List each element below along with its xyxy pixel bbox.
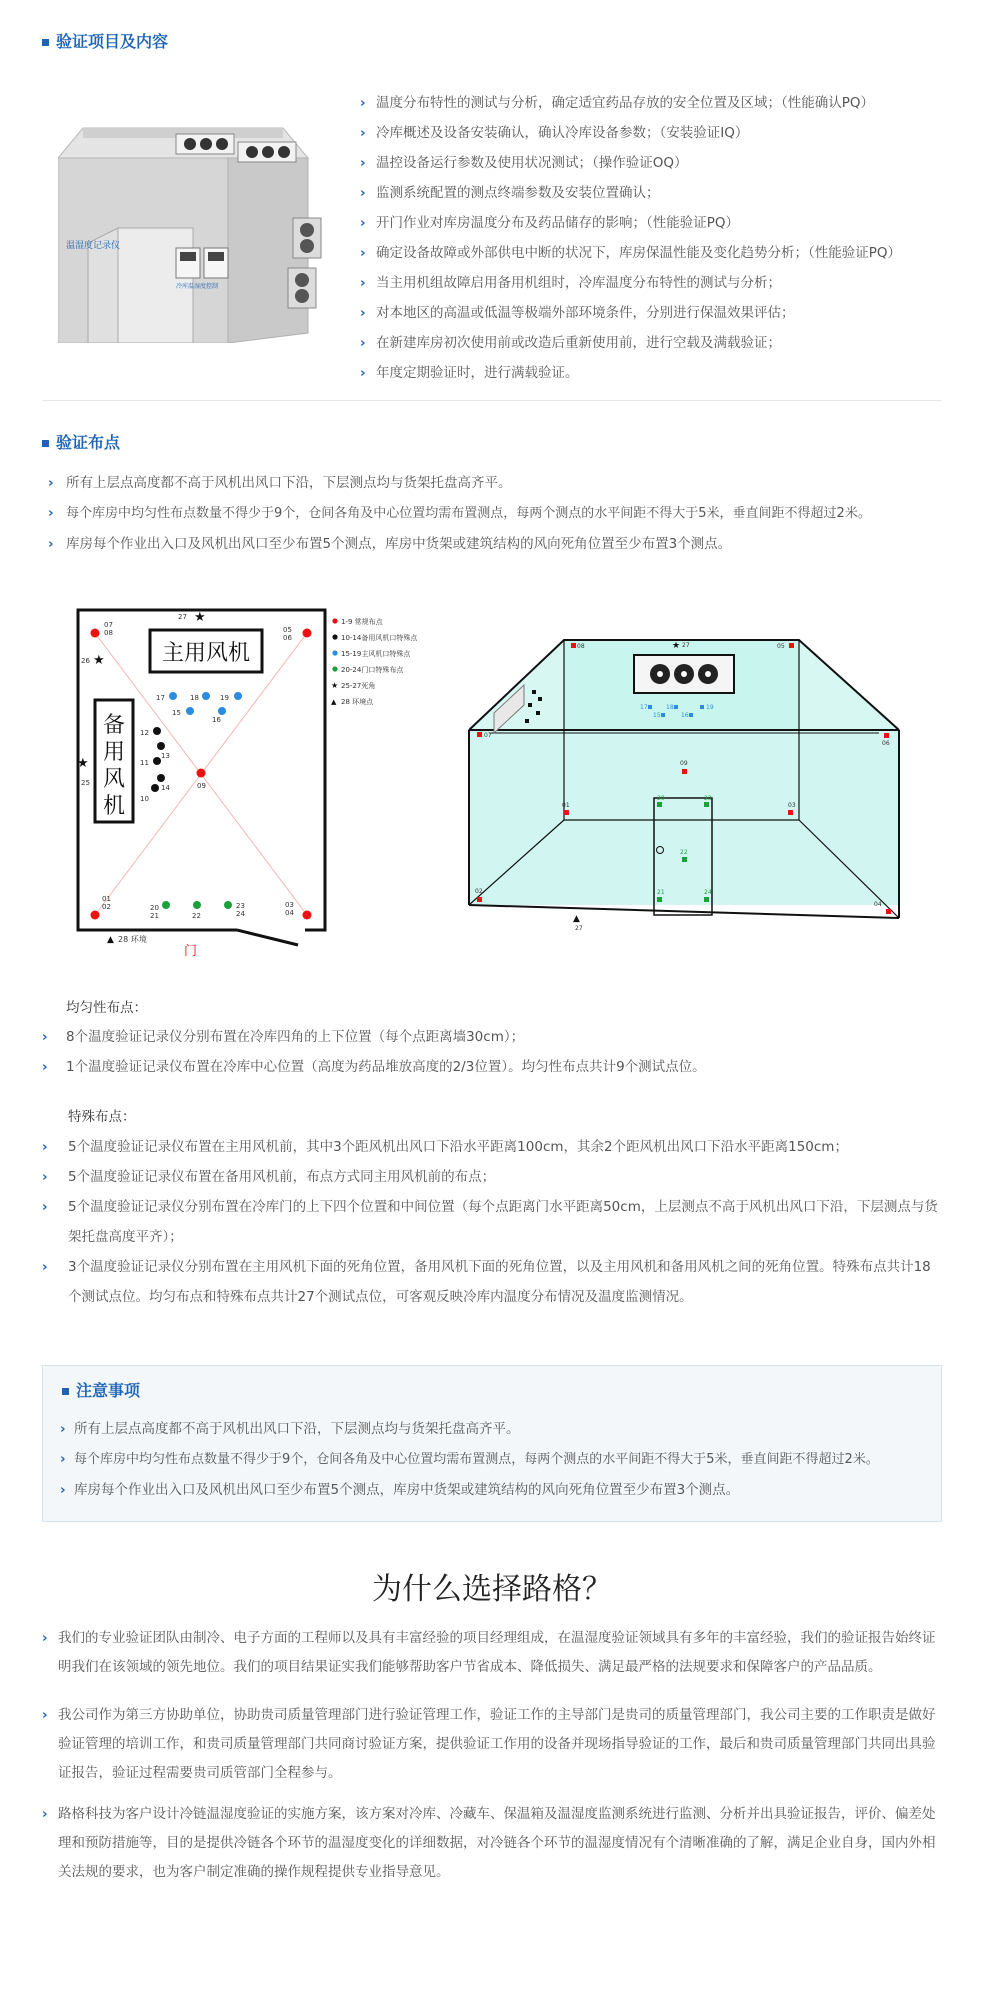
iso-point [689,713,693,717]
list-item: › 所有上层点高度都不高于风机出风口下沿，下层测点均与货架托盘高齐平。 [60,1414,938,1444]
iso-point [477,732,482,737]
legend-dot [332,650,337,655]
star-icon: ★ [77,756,89,771]
chevron-right-icon: › [42,1806,48,1822]
svg-text:10-14备用风机口特殊点: 10-14备用风机口特殊点 [341,634,418,642]
svg-text:20: 20 [657,795,665,802]
svg-text:26: 26 [81,657,90,665]
list-item: › 冷库概述及设备安装确认，确认冷库设备参数；（安装验证IQ） [360,118,940,148]
main-fan-label: 主用风机 [161,641,251,666]
svg-text:15: 15 [172,709,181,717]
iso-point [886,909,891,914]
svg-text:14: 14 [161,784,170,792]
env-label: 28 环境 [118,935,147,944]
svg-text:06: 06 [283,634,292,642]
door-label: 门 [184,944,198,959]
star-icon: ★ [93,653,105,668]
list-item: › 每个库房中均匀性布点数量不得少于9个，仓间各角及中心位置均需布置测点，每两个测点的水平间距不得大于5米，垂直间距不得超过2米。 [48,498,940,529]
svg-text:04: 04 [874,901,882,908]
iso-point [884,733,889,738]
diagram-legend [331,617,418,706]
chevron-right-icon: › [360,155,366,171]
layout-rules-list [48,468,940,559]
svg-text:09: 09 [680,760,688,767]
list-item: › 库房每个作业出入口及风机出风口至少布置5个测点，库房中货架或建筑结构的风向死角位置至少布置3个测点。 [48,529,940,559]
triangle-up-icon: ▲ [107,935,114,945]
svg-text:22: 22 [680,849,688,856]
point-11 [153,757,161,765]
section-title-notes: 注意事项 [62,1381,140,1401]
svg-text:19: 19 [220,694,229,702]
chevron-right-icon: › [360,305,366,321]
legend-dot [332,666,337,671]
iso-point [704,802,709,807]
square-bullet-icon [62,1388,69,1395]
list-item: › 3个温度验证记录仪分别布置在主用风机下面的死角位置，备用风机下面的死角位置，以及主用风机和备用风机之间的死角位置。特殊布点共计18个测试点位。均匀布点和特殊布点共计27个测试点位，可客观反映冷库内温度分布情况及温度监测情况。 [42,1252,940,1312]
point-01-02 [91,911,100,920]
svg-text:05: 05 [283,626,292,634]
backup-fan-char: 备 [102,713,126,738]
svg-text:20: 20 [150,904,159,912]
svg-text:28 环境点: 28 环境点 [341,698,374,706]
iso-point [528,703,532,707]
point-23-24 [224,901,232,909]
iso-point [789,643,794,648]
chevron-right-icon: › [360,95,366,111]
svg-text:23: 23 [236,902,245,910]
svg-text:23: 23 [704,795,712,802]
list-item: › 温控设备运行参数及使用状况测试；（操作验证OQ） [360,148,940,178]
list-item: › 温度分布特性的测试与分析，确定适宜药品存放的安全位置及区域；（性能确认PQ） [360,88,940,118]
svg-text:12: 12 [140,729,149,737]
panel-label: 冷库温湿度控制 [176,283,219,290]
point-20-21 [162,901,170,909]
star-icon: ★ [672,641,681,651]
point-10 [151,784,159,792]
chevron-right-icon: › [42,1259,48,1275]
iso-point [571,643,576,648]
point-03-04 [303,911,312,920]
svg-text:24: 24 [704,889,712,896]
chevron-right-icon: › [42,1630,48,1646]
svg-text:21: 21 [657,889,665,896]
svg-text:1-9 常规布点: 1-9 常规布点 [341,618,383,626]
chevron-right-icon: › [360,245,366,261]
svg-text:22: 22 [192,912,201,920]
iso-point [648,705,652,709]
svg-text:21: 21 [150,912,159,920]
backup-fan-char: 用 [102,740,126,765]
iso-point [657,802,662,807]
why-paragraph: › 路格科技为客户设计冷链温湿度验证的实施方案，该方案对冷库、冷藏车、保温箱及温湿度监测系统进行监测、分析并出具验证报告，评价、偏差处理和预防措施等，目的是提供冷链各个环节的温湿度变化的详细数据，对冷链各个环节的温湿度情况有个清晰准确的了解，满足企业自身，国内外相关法规的要求，也为客户制定准确的操作规程提供专业指导意见。 [42,1800,942,1887]
chevron-right-icon: › [42,1707,48,1723]
svg-text:27: 27 [682,642,690,649]
door-leaf [237,930,298,945]
chevron-right-icon: › [360,215,366,231]
recorder-label: 温湿度记录仪 [66,241,121,251]
star-icon: ★ [194,610,206,625]
list-item: › 5个温度验证记录仪布置在备用风机前，布点方式同主用风机前的布点； [42,1162,940,1192]
point-05-06 [303,629,312,638]
star-icon: ★ [331,681,339,690]
svg-text:27: 27 [575,925,583,932]
svg-text:07: 07 [104,621,113,629]
backup-fan-char: 风 [102,767,126,792]
chevron-right-icon: › [48,536,54,552]
iso-point [682,857,687,862]
why-paragraph: › 我公司作为第三方协助单位，协助贵司质量管理部门进行验证管理工作，验证工作的主导部门是贵司的质量管理部门，我公司主要的工作职责是做好验证管理的培训工作，和贵司质量管理部门共同商讨验证方案，提供验证工作用的设备并现场指导验证的工作，最后和贵司质量管理部门共同出具验证报告，验证过程需要贵司质管部门全程参与。 [42,1701,942,1788]
why-paragraph: › 我们的专业验证团队由制冷、电子方面的工程师以及具有丰富经验的项目经理组成，在温湿度验证领域具有多年的丰富经验，我们的验证报告始终证明我们在该领域的领先地位。我们的项目结果证实我们能够帮助客户节省成本、降低损失、满足最严格的法规要求和保障客户的产品品质。 [42,1624,942,1682]
svg-text:25: 25 [81,779,90,787]
svg-text:17: 17 [156,694,165,702]
special-label: 特殊布点： [68,1109,136,1125]
point-13 [157,742,165,750]
legend-dot [332,634,337,639]
chevron-right-icon: › [48,475,54,491]
svg-text:03: 03 [788,802,796,809]
special-list [42,1132,940,1312]
square-bullet-icon [42,440,49,447]
iso-point [564,810,569,815]
section-title-verification-items: 验证项目及内容 [42,32,168,52]
triangle-up-icon: ▲ [331,698,337,706]
chevron-right-icon: › [48,505,54,521]
legend-dot [332,618,337,623]
chevron-right-icon: › [42,1199,48,1215]
uniform-list [42,1022,940,1082]
chevron-right-icon: › [42,1139,48,1155]
list-item: › 在新建库房初次使用前或改造后重新使用前，进行空载及满载验证； [360,328,940,358]
list-item: › 监测系统配置的测点终端参数及安装位置确认； [360,178,940,208]
iso-point [538,697,542,701]
chevron-right-icon: › [360,275,366,291]
divider [42,400,942,401]
point-16 [218,707,226,715]
svg-text:19: 19 [706,704,714,711]
svg-text:18: 18 [190,694,199,702]
list-item: › 5个温度验证记录仪分别布置在冷库门的上下四个位置和中间位置（每个点距离门水平距离50cm，上层测点不高于风机出风口下沿，下层测点与货架托盘高度平齐）； [42,1192,940,1252]
list-item: › 1个温度验证记录仪布置在冷库中心位置（高度为药品堆放高度的2/3位置）。均匀性布点共计9个测试点位。 [42,1052,940,1082]
verification-items-list [360,88,940,388]
chevron-right-icon: › [42,1169,48,1185]
iso-point [525,719,529,723]
iso-point [700,705,704,709]
backup-fan-char: 机 [102,794,126,819]
svg-text:15: 15 [653,712,661,719]
point-09 [197,769,206,778]
triangle-up-icon: ▲ [573,914,580,924]
notes-list [60,1414,938,1505]
svg-text:11: 11 [140,759,149,767]
list-item: › 当主用机组故障启用备用机组时，冷库温度分布特性的测试与分析； [360,268,940,298]
point-22 [193,901,201,909]
list-item: › 所有上层点高度都不高于风机出风口下沿，下层测点均与货架托盘高齐平。 [48,468,940,498]
svg-text:06: 06 [882,740,890,747]
svg-text:07: 07 [484,732,492,739]
floor-plan-diagram [60,605,440,965]
why-heading: 为什么选择路格？ [372,1572,612,1607]
point-07-08 [91,629,100,638]
iso-point [661,713,665,717]
list-item: › 5个温度验证记录仪布置在主用风机前，其中3个距风机出风口下沿水平距离100cm，其余2个距风机出风口下沿水平距离150cm； [42,1132,940,1162]
svg-text:08: 08 [104,629,113,637]
svg-text:13: 13 [161,752,170,760]
svg-text:01: 01 [562,802,570,809]
svg-text:27: 27 [178,613,187,621]
list-item: › 年度定期验证时，进行满载验证。 [360,358,940,388]
point-15 [186,707,194,715]
point-18 [202,692,210,700]
point-12 [153,727,161,735]
svg-text:20-24门口特殊布点: 20-24门口特殊布点 [341,666,404,674]
svg-text:16: 16 [212,716,221,724]
iso-point [477,897,482,902]
list-item: › 8个温度验证记录仪分别布置在冷库四角的上下位置（每个点距离墙30cm）； [42,1022,940,1052]
svg-text:17: 17 [640,704,648,711]
square-bullet-icon [42,39,49,46]
svg-text:08: 08 [577,643,585,650]
section-title-layout: 验证布点 [42,433,120,453]
isometric-diagram [464,635,904,935]
svg-text:03: 03 [285,901,294,909]
point-14 [157,774,165,782]
list-item: › 对本地区的高温或低温等极端外部环境条件，分别进行保温效果评估； [360,298,940,328]
chevron-right-icon: › [60,1482,66,1498]
point-17 [169,692,177,700]
list-item: › 库房每个作业出入口及风机出风口至少布置5个测点，库房中货架或建筑结构的风向死角位置至少布置3个测点。 [60,1475,938,1505]
list-item: › 开门作业对库房温度分布及药品储存的影响；（性能验证PQ） [360,208,940,238]
iso-point [536,711,540,715]
list-item: › 每个库房中均匀性布点数量不得少于9个，仓间各角及中心位置均需布置测点，每两个测点的水平间距不得大于5米，垂直间距不得超过2米。 [60,1444,938,1475]
svg-text:25-27死角: 25-27死角 [341,682,376,690]
svg-text:02: 02 [475,888,483,895]
chevron-right-icon: › [360,185,366,201]
svg-text:02: 02 [102,903,111,911]
cold-room-illustration [58,118,328,343]
svg-text:09: 09 [197,782,206,790]
chevron-right-icon: › [60,1421,66,1437]
iso-point [657,897,662,902]
point-19 [234,692,242,700]
chevron-right-icon: › [42,1029,48,1045]
svg-text:10: 10 [140,795,149,803]
svg-text:15-19主风机口特殊点: 15-19主风机口特殊点 [341,650,411,658]
iso-point [788,810,793,815]
chevron-right-icon: › [60,1451,66,1467]
svg-text:18: 18 [666,704,674,711]
list-item: › 确定设备故障或外部供电中断的状况下，库房保温性能及变化趋势分析；（性能验证PQ） [360,238,940,268]
iso-point [704,897,709,902]
iso-point [674,705,678,709]
iso-point [532,690,536,694]
chevron-right-icon: › [42,1059,48,1075]
chevron-right-icon: › [360,125,366,141]
svg-text:05: 05 [777,643,785,650]
uniform-label: 均匀性布点： [66,1000,147,1016]
svg-text:16: 16 [681,712,689,719]
chevron-right-icon: › [360,335,366,351]
svg-text:24: 24 [236,910,245,918]
svg-text:01: 01 [102,895,111,903]
svg-text:04: 04 [285,909,294,917]
chevron-right-icon: › [360,365,366,381]
iso-point [682,769,687,774]
